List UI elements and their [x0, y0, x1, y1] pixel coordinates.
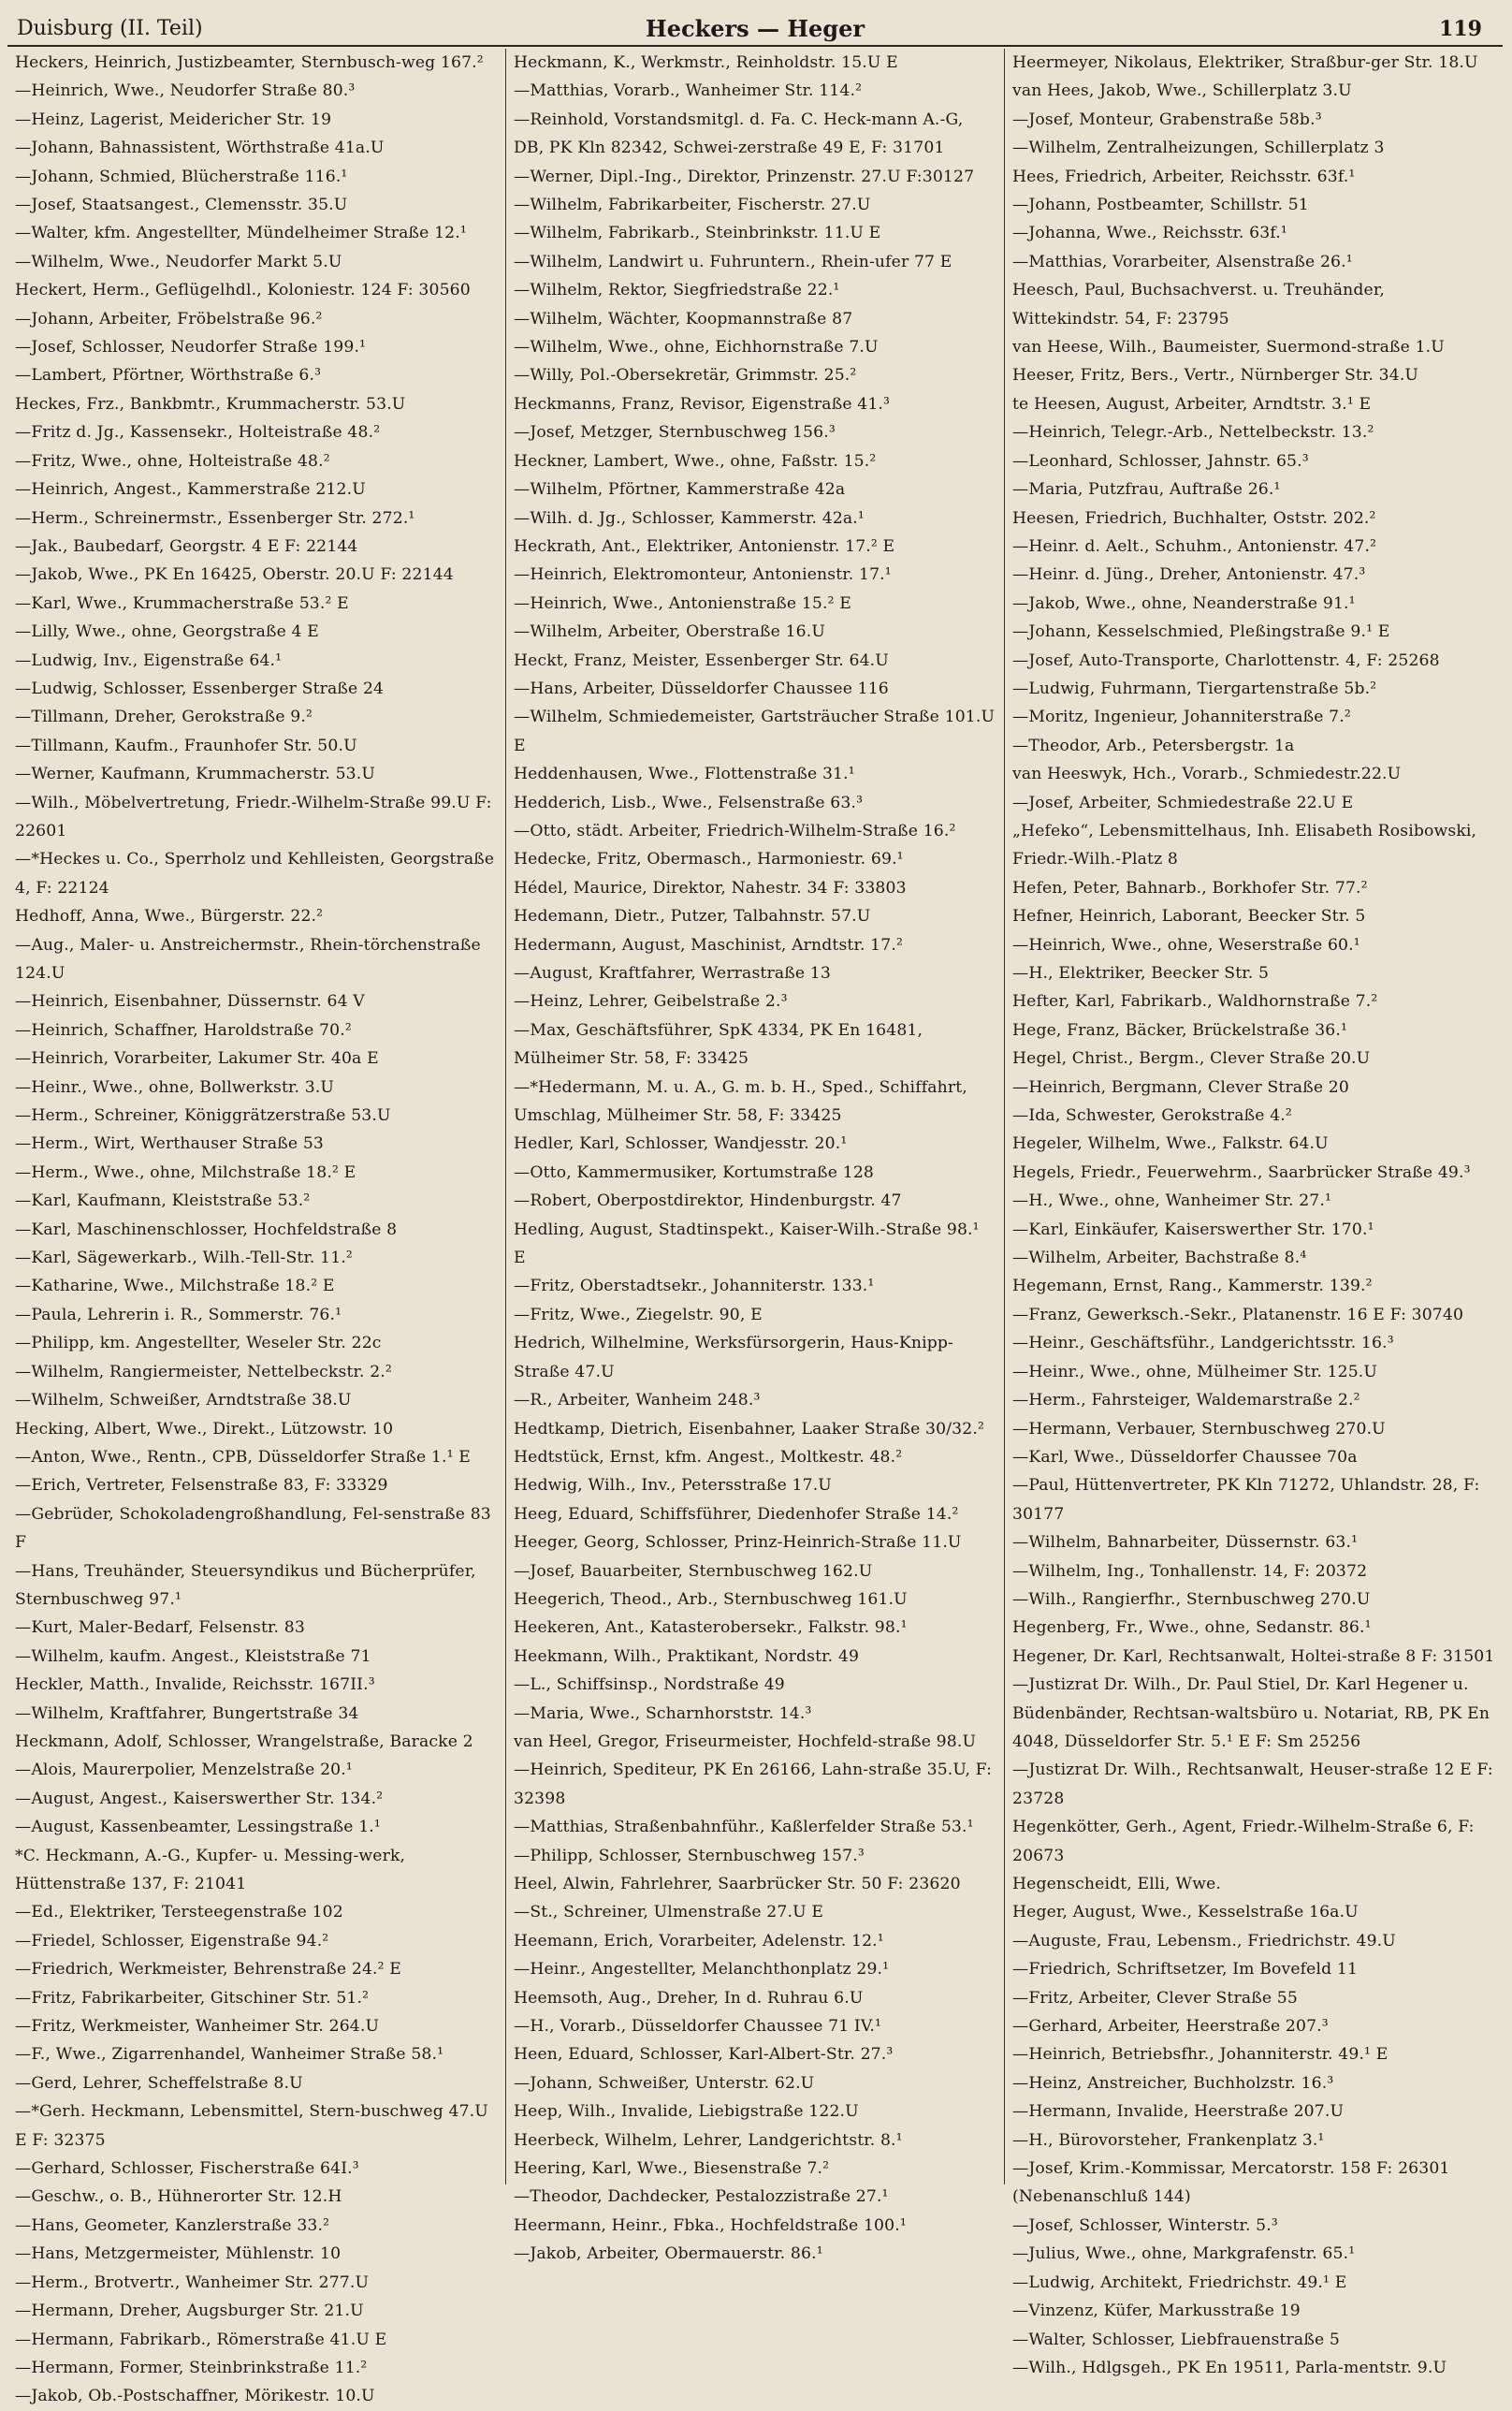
directory-entry: —Fritz, Werkmeister, Wanheimer Str. 264.U: [15, 2017, 380, 2037]
directory-entry: Heemann, Erich, Vorarbeiter, Adelenstr. 12.¹: [514, 1931, 884, 1951]
directory-entry: —Wilhelm, Pförtner, Kammerstraße 42a: [514, 480, 846, 500]
directory-entry: van Hees, Jakob, Wwe., Schillerplatz 3.U: [1012, 81, 1352, 101]
directory-entry: —Josef, Metzger, Sternbuschweg 156.³: [514, 423, 836, 443]
directory-entry: —Auguste, Frau, Lebensm., Friedrichstr. 49.U: [1012, 1931, 1396, 1951]
directory-entry: —Johann, Kesselschmied, Pleßingstraße 9.¹ E: [1012, 622, 1390, 642]
directory-entry: Hedtstück, Ernst, kfm. Angest., Moltkestr. 48.²: [514, 1447, 903, 1467]
directory-entry: —Wilh., Möbelvertretung, Friedr.-Wilhelm-Straße 99.U F: 22601: [15, 793, 492, 840]
directory-entry: Heermann, Heinr., Fbka., Hochfeldstraße 100.¹: [514, 2215, 907, 2235]
directory-entry: Hédel, Maurice, Direktor, Nahestr. 34 F: 33803: [514, 878, 907, 898]
directory-entry: —Katharine, Wwe., Milchstraße 18.² E: [15, 1277, 335, 1296]
directory-entry: van Heese, Wilh., Baumeister, Suermond-straße 1.U: [1012, 338, 1445, 358]
directory-entry: —Willy, Pol.-Obersekretär, Grimmstr. 25.²: [514, 366, 857, 386]
directory-entry: —Wilhelm, Fabrikarbeiter, Fischerstr. 27.U: [514, 196, 871, 215]
directory-entry: —Karl, Sägewerkarb., Wilh.-Tell-Str. 11.²: [15, 1249, 353, 1268]
directory-entry: Hege, Franz, Bäcker, Brückelstraße 36.¹: [1012, 1020, 1348, 1040]
directory-entry: —Fritz, Wwe., ohne, Holteistraße 48.²: [15, 451, 330, 471]
directory-entry: Heckt, Franz, Meister, Essenberger Str. 64.U: [514, 650, 889, 670]
directory-entry: Heep, Wilh., Invalide, Liebigstraße 122.U: [514, 2102, 859, 2122]
directory-entry: Heddenhausen, Wwe., Flottenstraße 31.¹: [514, 765, 855, 784]
directory-entry: —Herm., Brotvertr., Wanheimer Str. 277.U: [15, 2272, 370, 2292]
directory-entry: Heckner, Lambert, Wwe., ohne, Faßstr. 15.²: [514, 451, 877, 471]
directory-entry: —Leonhard, Schlosser, Jahnstr. 65.³: [1012, 451, 1309, 471]
page-number: 119: [1439, 17, 1482, 41]
directory-entry: Hecking, Albert, Wwe., Direkt., Lützowstr. 10: [15, 1419, 394, 1439]
directory-entry: —Moritz, Ingenieur, Johanniterstraße 7.²: [1012, 708, 1351, 727]
directory-entry: —Ida, Schwester, Gerokstraße 4.²: [1012, 1106, 1292, 1126]
directory-entry: Heel, Alwin, Fahrlehrer, Saarbrücker Str. 50 F: 23620: [514, 1875, 961, 1893]
directory-entry: Hegenscheidt, Elli, Wwe.: [1012, 1875, 1222, 1893]
directory-entry: —H., Vorarb., Düsseldorfer Chaussee 71 IV.¹: [514, 2017, 882, 2037]
directory-entry: —Heinrich, Vorarbeiter, Lakumer Str. 40a E: [15, 1049, 379, 1069]
directory-entry: —Walter, Schlosser, Liebfrauenstraße 5: [1012, 2330, 1340, 2349]
directory-entry: —Heinr., Wwe., ohne, Bollwerkstr. 3.U: [15, 1077, 335, 1097]
directory-entry: Heegerich, Theod., Arb., Sternbuschweg 161.U: [514, 1589, 908, 1609]
directory-entry: —Heinr. d. Jüng., Dreher, Antonienstr. 47.³: [1012, 565, 1366, 585]
directory-entry: Heckmann, Adolf, Schlosser, Wrangelstraße, Baracke 2: [15, 1732, 473, 1751]
directory-entry: —Wilhelm, Rektor, Siegfriedstraße 22.¹: [514, 281, 840, 300]
directory-entry: „Hefeko“, Lebensmittelhaus, Inh. Elisabeth Rosibowski, Friedr.-Wilh.-Platz 8: [1012, 821, 1477, 869]
directory-entry: —Heinrich, Angest., Kammerstraße 212.U: [15, 480, 366, 500]
column-3: [1004, 49, 1503, 2377]
directory-entry: —Paul, Hüttenvertreter, PK Kln 71272, Uhlandstr. 28, F: 30177: [1012, 1476, 1480, 1524]
directory-entry: Hedemann, Dietr., Putzer, Talbahnstr. 57.U: [514, 907, 871, 927]
directory-entry: —Friedrich, Werkmeister, Behrenstraße 24.² E: [15, 1960, 401, 1980]
directory-entry: —Josef, Arbeiter, Schmiedestraße 22.U E: [1012, 793, 1354, 812]
directory-entry: —Herm., Fahrsteiger, Waldemarstraße 2.²: [1012, 1391, 1360, 1410]
directory-entry: —F., Wwe., Zigarrenhandel, Wanheimer Straße 58.¹: [15, 2045, 444, 2065]
directory-entry: —Wilhelm, Fabrikarb., Steinbrinkstr. 11.U E: [514, 224, 881, 243]
directory-entry: —August, Kassenbeamter, Lessingstraße 1.¹: [15, 1818, 381, 1837]
directory-entry: —Maria, Putzfrau, Auftraße 26.¹: [1012, 480, 1281, 500]
directory-entry: —Theodor, Arb., Petersbergstr. 1a: [1012, 736, 1295, 755]
directory-entry: —Fritz d. Jg., Kassensekr., Holteistraße 48.²: [15, 423, 381, 443]
directory-entry: —Philipp, Schlosser, Sternbuschweg 157.³: [514, 1846, 865, 1865]
directory-entry: —Wilhelm, Landwirt u. Fuhruntern., Rhein-ufer 77 E: [514, 252, 952, 271]
directory-entry: —Matthias, Vorarbeiter, Alsenstraße 26.¹: [1012, 252, 1353, 271]
directory-entry: —Josef, Schlosser, Winterstr. 5.³: [1012, 2215, 1278, 2235]
directory-entry: —Wilh., Hdlgsgeh., PK En 19511, Parla-mentstr. 9.U: [1012, 2358, 1447, 2377]
directory-entry: —Anton, Wwe., Rentn., CPB, Düsseldorfer Straße 1.¹ E: [15, 1447, 471, 1467]
directory-entry: —Gerhard, Schlosser, Fischerstraße 64I.³: [15, 2159, 359, 2179]
directory-entry: —Ludwig, Inv., Eigenstraße 64.¹: [15, 650, 283, 670]
directory-entry: —Karl, Kaufmann, Kleiststraße 53.²: [15, 1191, 311, 1211]
directory-entry: —Theodor, Dachdecker, Pestalozzistraße 27.¹: [514, 2187, 889, 2207]
directory-entry: —Friedel, Schlosser, Eigenstraße 94.²: [15, 1931, 329, 1951]
directory-entry: —H., Elektriker, Beecker Str. 5: [1012, 964, 1270, 983]
directory-entry: —Hermann, Former, Steinbrinkstraße 11.²: [15, 2358, 368, 2377]
directory-entry: —Heinz, Anstreicher, Buchholzstr. 16.³: [1012, 2073, 1334, 2093]
directory-entry: Hedermann, August, Maschinist, Arndtstr. 17.²: [514, 935, 904, 955]
directory-entry: —Gerd, Lehrer, Scheffelstraße 8.U: [15, 2073, 303, 2093]
directory-entry: —Karl, Einkäufer, Kaiserswerther Str. 170.¹: [1012, 1220, 1374, 1239]
directory-entry: —Gebrüder, Schokoladengroßhandlung, Fel-senstraße 83 F: [15, 1504, 491, 1553]
directory-entry: —Johann, Bahnassistent, Wörthstraße 41a.U: [15, 139, 385, 158]
directory-entry: Heesen, Friedrich, Buchhalter, Oststr. 202.²: [1012, 508, 1376, 528]
directory-entry: —Kurt, Maler-Bedarf, Felsenstr. 83: [15, 1618, 305, 1638]
directory-entry: —Heinrich, Spediteur, PK En 26166, Lahn-straße 35.U, F: 32398: [514, 1761, 993, 1808]
directory-entry: Hedderich, Lisb., Wwe., Felsenstraße 63.³: [514, 793, 864, 812]
directory-entry: —Philipp, km. Angestellter, Weseler Str. 22c: [15, 1334, 382, 1353]
directory-entry: —Wilhelm, Bahnarbeiter, Düssernstr. 63.¹: [1012, 1533, 1359, 1553]
directory-entry: —Franz, Gewerksch.-Sekr., Platanenstr. 16 E F: 30740: [1012, 1305, 1464, 1324]
directory-entry: Heckrath, Ant., Elektriker, Antonienstr. 17.² E: [514, 536, 895, 556]
directory-entry: —R., Arbeiter, Wanheim 248.³: [514, 1391, 761, 1410]
directory-entry: Hegemann, Ernst, Rang., Kammerstr. 139.²: [1012, 1277, 1373, 1296]
directory-entry: —Wilh. d. Jg., Schlosser, Kammerstr. 42a.¹: [514, 508, 865, 528]
directory-entry: Hedwig, Wilh., Inv., Petersstraße 17.U: [514, 1476, 832, 1496]
directory-entry: Hegenberg, Fr., Wwe., ohne, Sedanstr. 86.¹: [1012, 1618, 1372, 1638]
directory-entry: —Erich, Vertreter, Felsenstraße 83, F: 33329: [15, 1476, 388, 1496]
directory-entry: —Johann, Arbeiter, Fröbelstraße 96.²: [15, 309, 323, 329]
directory-entry: —Reinhold, Vorstandsmitgl. d. Fa. C. Heck-mann A.-G, DB, PK Kln 82342, Schwei-zerstraße 49 E, F: 31701: [514, 110, 964, 158]
directory-entry: —Heinrich, Wwe., Antonienstraße 15.² E: [514, 593, 851, 613]
directory-entry: —Herm., Wirt, Werthauser Straße 53: [15, 1134, 325, 1154]
directory-entry: Heermeyer, Nikolaus, Elektriker, Straßbur-ger Str. 18.U: [1012, 53, 1478, 72]
directory-entry: —Tillmann, Dreher, Gerokstraße 9.²: [15, 708, 313, 727]
directory-entry: —L., Schiffsinsp., Nordstraße 49: [514, 1675, 785, 1695]
directory-entry: —Herm., Schreinermstr., Essenberger Str. 272.¹: [15, 508, 415, 528]
directory-entry: —Fritz, Fabrikarbeiter, Gitschiner Str. 51.²: [15, 1988, 370, 2008]
directory-entry: —Otto, Kammermusiker, Kortumstraße 128: [514, 1162, 874, 1182]
directory-entry: —Josef, Monteur, Grabenstraße 58b.³: [1012, 110, 1322, 129]
directory-entry: —Wilhelm, Wächter, Koopmannstraße 87: [514, 309, 853, 329]
directory-entry: —Heinr. d. Aelt., Schuhm., Antonienstr. 47.²: [1012, 536, 1377, 556]
directory-entry: —Jakob, Wwe., ohne, Neanderstraße 91.¹: [1012, 593, 1356, 613]
page-header: [7, 11, 1503, 47]
directory-entry: Hegener, Dr. Karl, Rechtsanwalt, Holtei-straße 8 F: 31501: [1012, 1646, 1495, 1666]
directory-entry: van Heel, Gregor, Friseurmeister, Hochfeld-straße 98.U: [514, 1732, 977, 1751]
directory-entry: —Wilhelm, Rangiermeister, Nettelbeckstr. 2.²: [15, 1362, 392, 1381]
directory-entry: Hefner, Heinrich, Laborant, Beecker Str. 5: [1012, 907, 1366, 927]
directory-entry: Heekeren, Ant., Katasterobersekr., Falkstr. 98.¹: [514, 1618, 908, 1638]
directory-entry: van Heeswyk, Hch., Vorarb., Schmiedestr.22.U: [1012, 765, 1402, 784]
directory-entry: —Wilhelm, Wwe., ohne, Eichhornstraße 7.U: [514, 338, 879, 358]
directory-entry: —Friedrich, Schriftsetzer, Im Bovefeld 11: [1012, 1960, 1359, 1980]
directory-entry: —Wilhelm, Arbeiter, Oberstraße 16.U: [514, 622, 825, 642]
directory-entry: Hedecke, Fritz, Obermasch., Harmoniestr. 69.¹: [514, 850, 904, 869]
directory-entry: —Heinrich, Wwe., Neudorfer Straße 80.³: [15, 81, 356, 101]
directory-entry: —Hermann, Invalide, Heerstraße 207.U: [1012, 2102, 1345, 2122]
directory-entry: —Matthias, Vorarb., Wanheimer Str. 114.²: [514, 81, 863, 101]
directory-entry: *C. Heckmann, A.-G., Kupfer- u. Messing-werk, Hüttenstraße 137, F: 21041: [15, 1846, 406, 1893]
directory-entry: —Heinrich, Wwe., ohne, Weserstraße 60.¹: [1012, 935, 1360, 955]
directory-entry: —Hans, Metzgermeister, Mühlenstr. 10: [15, 2244, 342, 2264]
directory-entry: —Maria, Wwe., Scharnhorststr. 14.³: [514, 1703, 812, 1723]
directory-entry: —St., Schreiner, Ulmenstraße 27.U E: [514, 1903, 824, 1922]
directory-entry: —Josef, Bauarbeiter, Sternbuschweg 162.U: [514, 1561, 873, 1581]
directory-entry: —Johann, Postbeamter, Schillstr. 51: [1012, 196, 1309, 215]
directory-entry: —Josef, Staatsangest., Clemensstr. 35.U: [15, 196, 348, 215]
directory-entry: Heeger, Georg, Schlosser, Prinz-Heinrich-Straße 11.U: [514, 1533, 962, 1553]
directory-entry: —Heinr., Wwe., ohne, Mülheimer Str. 125.U: [1012, 1362, 1378, 1381]
directory-entry: —H., Bürovorsteher, Frankenplatz 3.¹: [1012, 2130, 1325, 2150]
directory-entry: Heering, Karl, Wwe., Biesenstraße 7.²: [514, 2159, 830, 2179]
directory-entry: —Johanna, Wwe., Reichsstr. 63f.¹: [1012, 224, 1287, 243]
directory-entry: —Heinrich, Betriebsfhr., Johanniterstr. 49.¹ E: [1012, 2045, 1388, 2065]
directory-entry: Heerbeck, Wilhelm, Lehrer, Landgerichtstr. 8.¹: [514, 2130, 903, 2150]
directory-entry: —Heinz, Lehrer, Geibelstraße 2.³: [514, 992, 788, 1012]
directory-entry: —Max, Geschäftsführer, SpK 4334, PK En 16481, Mülheimer Str. 58, F: 33425: [514, 1020, 923, 1069]
directory-entry: —Josef, Auto-Transporte, Charlottenstr. 4, F: 25268: [1012, 650, 1440, 670]
directory-entry: —Wilh., Rangierfhr., Sternbuschweg 270.U: [1012, 1589, 1371, 1609]
directory-entry: —Ed., Elektriker, Tersteegenstraße 102: [15, 1903, 343, 1922]
directory-entry: —Heinr., Geschäftsführ., Landgerichtsstr. 16.³: [1012, 1334, 1394, 1353]
directory-entry: —Johann, Schmied, Blücherstraße 116.¹: [15, 167, 348, 186]
directory-entry: —Geschw., o. B., Hühnerorter Str. 12.H: [15, 2187, 342, 2207]
directory-entry: Heesch, Paul, Buchsachverst. u. Treuhänder, Wittekindstr. 54, F: 23795: [1012, 281, 1385, 329]
directory-entry: Hedrich, Wilhelmine, Werksfürsorgerin, Haus-Knipp-Straße 47.U: [514, 1334, 954, 1381]
directory-entry: —Heinr., Angestellter, Melanchthonplatz 29.¹: [514, 1960, 890, 1980]
directory-entry: —Herm., Wwe., ohne, Milchstraße 18.² E: [15, 1162, 356, 1182]
directory-entry: —Ludwig, Fuhrmann, Tiergartenstraße 5b.²: [1012, 679, 1377, 698]
directory-entry: —Alois, Maurerpolier, Menzelstraße 20.¹: [15, 1761, 353, 1780]
directory-entry: —Hermann, Verbauer, Sternbuschweg 270.U: [1012, 1419, 1386, 1439]
directory-entry: Hedtkamp, Dietrich, Eisenbahner, Laaker Straße 30/32.²: [514, 1419, 984, 1439]
directory-entry: —Josef, Krim.-Kommissar, Mercatorstr. 158 F: 26301 (Nebenanschluß 144): [1012, 2159, 1450, 2207]
directory-entry: —Hermann, Dreher, Augsburger Str. 21.U: [15, 2301, 364, 2321]
directory-entry: Hegel, Christ., Bergm., Clever Straße 20.U: [1012, 1049, 1371, 1069]
directory-entry: —Gerhard, Arbeiter, Heerstraße 207.³: [1012, 2017, 1329, 2037]
directory-entry: —Matthias, Straßenbahnführ., Kaßlerfelder Straße 53.¹: [514, 1818, 974, 1837]
directory-entry: —Werner, Kaufmann, Krummacherstr. 53.U: [15, 765, 376, 784]
column-2: [505, 49, 1004, 2264]
directory-entry: —Hans, Geometer, Kanzlerstraße 33.²: [15, 2215, 330, 2235]
directory-entry: te Heesen, August, Arbeiter, Arndtstr. 3.¹ E: [1012, 394, 1372, 414]
column-1: [7, 49, 505, 2406]
directory-entry: Heckers, Heinrich, Justizbeamter, Sternbusch-weg 167.²: [15, 53, 484, 72]
directory-entry: —Johann, Schweißer, Unterstr. 62.U: [514, 2073, 815, 2093]
directory-entry: —Hans, Treuhänder, Steuersyndikus und Bücherprüfer, Sternbuschweg 97.¹: [15, 1561, 476, 1609]
directory-entry: —Hans, Arbeiter, Düsseldorfer Chaussee 116: [514, 679, 889, 698]
directory-entry: Hedhoff, Anna, Wwe., Bürgerstr. 22.²: [15, 907, 324, 927]
directory-entry: Hees, Friedrich, Arbeiter, Reichsstr. 63f.¹: [1012, 167, 1356, 186]
directory-entry: —Josef, Schlosser, Neudorfer Straße 199.¹: [15, 338, 367, 358]
directory-entry: Heekmann, Wilh., Praktikant, Nordstr. 49: [514, 1646, 860, 1666]
directory-entry: Heckmanns, Franz, Revisor, Eigenstraße 41.³: [514, 394, 891, 414]
directory-entry: —Heinrich, Eisenbahner, Düssernstr. 64 V: [15, 992, 365, 1012]
directory-entry: —Jakob, Arbeiter, Obermauerstr. 86.¹: [514, 2244, 823, 2264]
directory-entry: Heckert, Herm., Geflügelhdl., Koloniestr. 124 F: 30560: [15, 281, 471, 300]
directory-entry: —*Gerh. Heckmann, Lebensmittel, Stern-buschweg 47.U E F: 32375: [15, 2102, 488, 2150]
directory-entry: —Heinrich, Telegr.-Arb., Nettelbeckstr. 13.²: [1012, 423, 1374, 443]
directory-entry: Hegenkötter, Gerh., Agent, Friedr.-Wilhelm-Straße 6, F: 20673: [1012, 1818, 1475, 1865]
directory-entry: Heckmann, K., Werkmstr., Reinholdstr. 15.U E: [514, 53, 898, 72]
directory-entry: —Wilhelm, Arbeiter, Bachstraße 8.⁴: [1012, 1249, 1307, 1268]
directory-entry: Hedler, Karl, Schlosser, Wandjesstr. 20.¹: [514, 1134, 848, 1154]
directory-entry: Hedling, August, Stadtinspekt., Kaiser-Wilh.-Straße 98.¹ E: [514, 1220, 980, 1268]
directory-entry: —*Hedermann, M. u. A., G. m. b. H., Sped., Schiffahrt, Umschlag, Mülheimer Str. 58, F: 33425: [514, 1077, 967, 1126]
directory-entry: —Wilhelm, Wwe., Neudorfer Markt 5.U: [15, 252, 342, 271]
header-city-section: Duisburg (II. Teil): [17, 17, 203, 40]
directory-entry: —Karl, Wwe., Düsseldorfer Chaussee 70a: [1012, 1447, 1358, 1467]
directory-entry: Hegels, Friedr., Feuerwehrm., Saarbrücker Straße 49.³: [1012, 1162, 1471, 1182]
directory-entry: Heeser, Fritz, Bers., Vertr., Nürnberger Str. 34.U: [1012, 366, 1419, 386]
directory-entry: —Karl, Wwe., Krummacherstraße 53.² E: [15, 593, 349, 613]
directory-entry: —Wilhelm, Ing., Tonhallenstr. 14, F: 20372: [1012, 1561, 1368, 1581]
directory-entry: —Walter, kfm. Angestellter, Mündelheimer Straße 12.¹: [15, 224, 467, 243]
directory-columns: [7, 49, 1503, 2406]
directory-entry: Heckes, Frz., Bankbmtr., Krummacherstr. 53.U: [15, 394, 406, 414]
directory-entry: —Paula, Lehrerin i. R., Sommerstr. 76.¹: [15, 1305, 342, 1324]
directory-entry: —Julius, Wwe., ohne, Markgrafenstr. 65.¹: [1012, 2244, 1356, 2264]
header-name-range: Heckers — Heger: [646, 15, 865, 42]
directory-entry: —Wilhelm, Zentralheizungen, Schillerplatz 3: [1012, 139, 1385, 158]
directory-entry: —Ludwig, Schlosser, Essenberger Straße 24: [15, 679, 385, 698]
directory-entry: —Wilhelm, Schmiedemeister, Gartsträucher Straße 101.U E: [514, 708, 996, 755]
directory-entry: Heger, August, Wwe., Kesselstraße 16a.U: [1012, 1903, 1359, 1922]
directory-entry: —Otto, städt. Arbeiter, Friedrich-Wilhelm-Straße 16.²: [514, 821, 956, 840]
directory-entry: Heemsoth, Aug., Dreher, In d. Ruhrau 6.U: [514, 1988, 864, 2008]
directory-entry: —Heinrich, Schaffner, Haroldstraße 70.²: [15, 1020, 352, 1040]
directory-entry: —Heinrich, Bergmann, Clever Straße 20: [1012, 1077, 1349, 1097]
directory-entry: —Herm., Schreiner, Königgrätzerstraße 53.U: [15, 1106, 391, 1126]
directory-entry: —Ludwig, Architekt, Friedrichstr. 49.¹ E: [1012, 2272, 1347, 2292]
directory-entry: —Lambert, Pförtner, Wörthstraße 6.³: [15, 366, 322, 386]
directory-entry: —Lilly, Wwe., ohne, Georgstraße 4 E: [15, 622, 319, 642]
directory-entry: —Wilhelm, Schweißer, Arndtstraße 38.U: [15, 1391, 352, 1410]
directory-entry: —Justizrat Dr. Wilh., Dr. Paul Stiel, Dr. Karl Hegener u. Büdenbänder, Rechtsan-waltsbüro u. Notariat, RB, PK En 4048, Düsseldorfer Str. 5.¹ E F: Sm 25256: [1012, 1675, 1490, 1751]
directory-entry: —Jakob, Ob.-Postschaffner, Mörikestr. 10.U: [15, 2387, 375, 2406]
directory-entry: —Wilhelm, Kraftfahrer, Bungertstraße 34: [15, 1703, 359, 1723]
directory-entry: —Jak., Baubedarf, Georgstr. 4 E F: 22144: [15, 536, 358, 556]
directory-entry: —H., Wwe., ohne, Wanheimer Str. 27.¹: [1012, 1191, 1332, 1211]
directory-entry: —August, Angest., Kaiserswerther Str. 134.²: [15, 1789, 384, 1808]
directory-entry: —Werner, Dipl.-Ing., Direktor, Prinzenstr. 27.U F:30127: [514, 167, 975, 186]
directory-entry: —Justizrat Dr. Wilh., Rechtsanwalt, Heuser-straße 12 E F: 23728: [1012, 1761, 1493, 1808]
directory-entry: —Wilhelm, kaufm. Angest., Kleiststraße 71: [15, 1646, 371, 1666]
directory-entry: —Hermann, Fabrikarb., Römerstraße 41.U E: [15, 2330, 387, 2349]
directory-entry: —Vinzenz, Küfer, Markusstraße 19: [1012, 2301, 1301, 2321]
directory-entry: —Robert, Oberpostdirektor, Hindenburgstr. 47: [514, 1191, 902, 1211]
directory-entry: —August, Kraftfahrer, Werrastraße 13: [514, 964, 831, 983]
directory-entry: Heeg, Eduard, Schiffsführer, Diedenhofer Straße 14.²: [514, 1504, 959, 1524]
directory-entry: —*Heckes u. Co., Sperrholz und Kehlleisten, Georgstraße 4, F: 22124: [15, 850, 495, 898]
directory-entry: Heckler, Matth., Invalide, Reichsstr. 167II.³: [15, 1675, 375, 1695]
directory-entry: Hefter, Karl, Fabrikarb., Waldhornstraße 7.²: [1012, 992, 1378, 1012]
directory-entry: —Heinz, Lagerist, Meidericher Str. 19: [15, 110, 332, 129]
directory-entry: —Heinrich, Elektromonteur, Antonienstr. 17.¹: [514, 565, 892, 585]
directory-entry: —Fritz, Arbeiter, Clever Straße 55: [1012, 1988, 1298, 2008]
directory-entry: Hegeler, Wilhelm, Wwe., Falkstr. 64.U: [1012, 1134, 1329, 1154]
directory-entry: —Fritz, Wwe., Ziegelstr. 90, E: [514, 1305, 763, 1324]
directory-entry: Hefen, Peter, Bahnarb., Borkhofer Str. 77.²: [1012, 878, 1368, 898]
directory-entry: Heen, Eduard, Schlosser, Karl-Albert-Str. 27.³: [514, 2045, 894, 2065]
directory-entry: —Karl, Maschinenschlosser, Hochfeldstraße 8: [15, 1220, 398, 1239]
directory-entry: —Jakob, Wwe., PK En 16425, Oberstr. 20.U F: 22144: [15, 565, 454, 585]
directory-entry: —Tillmann, Kaufm., Fraunhofer Str. 50.U: [15, 736, 357, 755]
directory-entry: —Aug., Maler- u. Anstreichermstr., Rhein-törchenstraße 124.U: [15, 935, 481, 983]
directory-entry: —Fritz, Oberstadtsekr., Johanniterstr. 133.¹: [514, 1277, 875, 1296]
